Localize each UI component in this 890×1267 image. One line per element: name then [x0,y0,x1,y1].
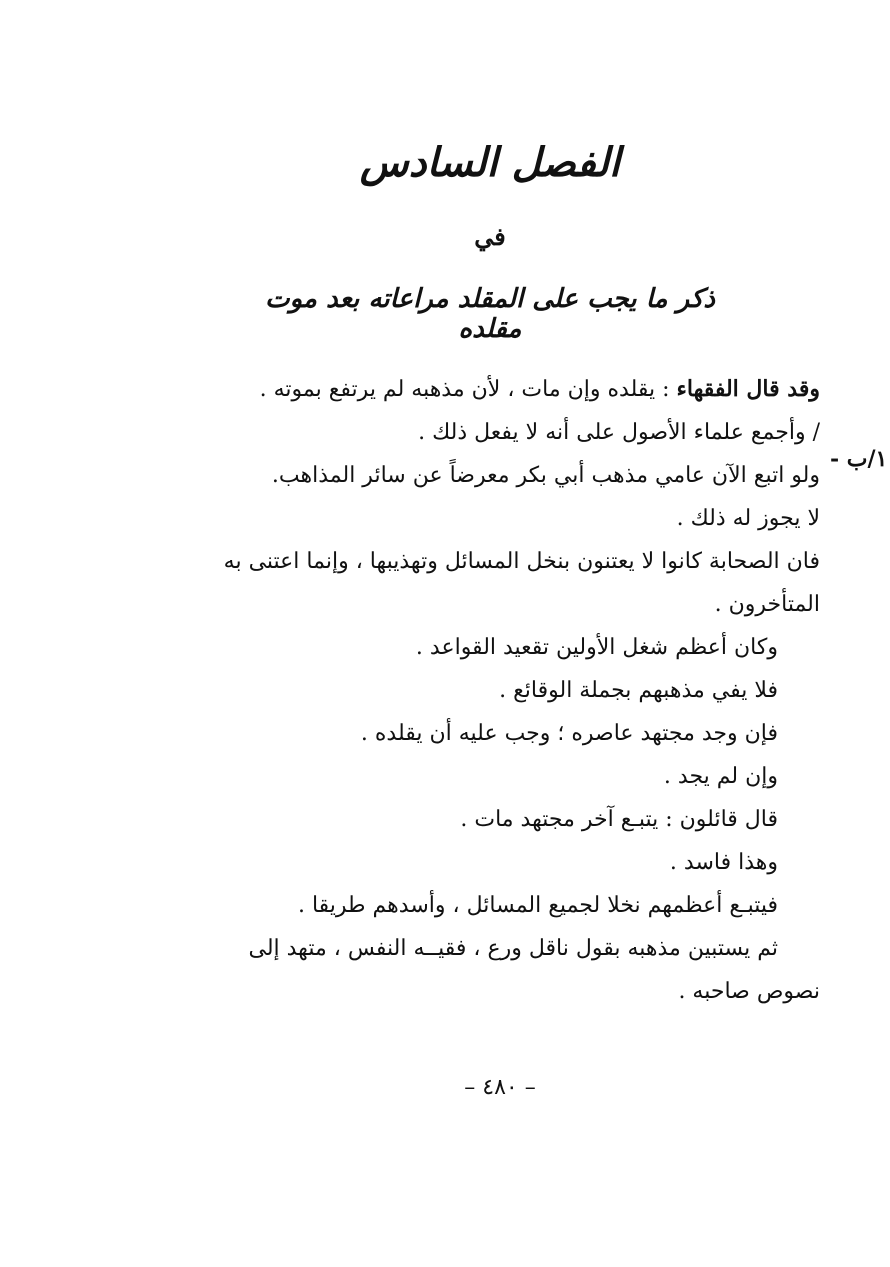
text-content: وهذا فاسد . [669,850,778,875]
text-content: المتأخرون . [714,592,820,617]
text-lead: وقد قال الفقهاء [676,376,820,402]
body-text [170,368,820,1013]
text-content: فان الصحابة كانوا لا يعتنون بنخل المسائل وتهذيبها ، وإنما اعتنى به [223,549,820,574]
text-line [170,970,820,1013]
text-line [170,368,820,411]
text-line [170,626,820,669]
text-content: قال قائلون : يتبـع آخر مجتهد مات . [460,807,778,832]
text-content: وإن لم يجد . [663,764,778,789]
text-content: لا يجوز له ذلك . [676,506,820,531]
text-content: فلا يفي مذهبهم بجملة الوقائع . [499,678,778,703]
text-line [170,540,820,583]
text-line [170,884,820,927]
text-content: : يقلده وإن مات ، لأن مذهبه لم يرتفع بموته . [259,377,677,402]
text-content: ولو اتبع الآن عامي مذهب أبي بكر معرضاً عن سائر المذاهب. [271,463,820,488]
chapter-preposition: في [474,222,506,251]
text-content: فيتبـع أعظمهم نخلا لجميع المسائل ، وأسدهم طريقا . [297,893,778,918]
text-content: / وأجمع علماء الأصول على أنه لا يفعل ذلك . [418,420,820,445]
text-content: فإن وجد مجتهد عاصره ؛ وجب عليه أن يقلده . [360,721,778,746]
text-line [170,454,820,497]
text-line [170,669,820,712]
chapter-title: الفصل السادس [359,139,621,186]
margin-folio-note: ١/ب - [830,446,888,472]
text-line [170,497,820,540]
text-content: نصوص صاحبه . [678,979,820,1004]
text-line [170,798,820,841]
text-content: ثم يستبين مذهبه بقول ناقل ورع ، فقيــه النفس ، متهد إلى [248,936,778,961]
text-line [170,841,820,884]
text-line [170,411,820,454]
text-content: وكان أعظم شغل الأولين تقعيد القواعد . [415,635,778,660]
page-number: – ٤٨٠ – [464,1075,536,1100]
chapter-subtitle: ذكر ما يجب على المقلد مراعاته بعد موت مقلده [265,284,715,344]
text-line [170,927,820,970]
text-line [170,755,820,798]
text-line [170,712,820,755]
text-line [170,583,820,626]
